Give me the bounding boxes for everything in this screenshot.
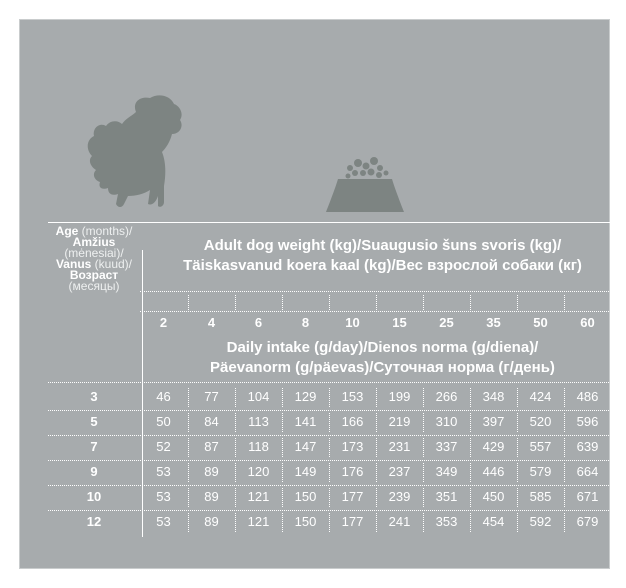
- intake-cell: 53: [156, 489, 171, 504]
- intake-cell: 129: [294, 389, 317, 404]
- intake-cell: 84: [204, 414, 219, 429]
- intake-cell: 348: [482, 389, 505, 404]
- intake-column-divider: [282, 388, 283, 407]
- intake-cell: 454: [482, 514, 505, 529]
- intake-column-divider: [235, 513, 236, 532]
- intake-cell: 237: [388, 464, 411, 479]
- intake-column-divider: [188, 488, 189, 507]
- intake-cell: 52: [156, 439, 171, 454]
- age-cell: 12: [86, 514, 102, 529]
- weight-cell: 4: [207, 315, 216, 330]
- intake-cell: 446: [482, 464, 505, 479]
- intake-column-divider: [376, 438, 377, 457]
- intake-cell: 104: [247, 389, 270, 404]
- row-divider: [48, 410, 615, 411]
- intake-column-divider: [423, 438, 424, 457]
- intake-column-divider: [470, 463, 471, 482]
- weight-cell: 8: [301, 315, 310, 330]
- intake-cell: 486: [576, 389, 599, 404]
- intake-column-divider: [188, 388, 189, 407]
- intake-column-divider: [517, 488, 518, 507]
- age-cell: 7: [90, 439, 98, 454]
- intake-column-divider: [564, 438, 565, 457]
- intake-cell: 351: [435, 489, 458, 504]
- weight-cell: 60: [580, 315, 595, 330]
- intake-column-divider: [517, 463, 518, 482]
- weight-column-divider: [423, 295, 424, 310]
- intake-cell: 87: [204, 439, 219, 454]
- weight-cell: 50: [533, 315, 548, 330]
- intake-column-divider: [282, 438, 283, 457]
- intake-cell: 113: [248, 414, 269, 429]
- age-cell: 3: [90, 389, 98, 404]
- weight-cell: 25: [439, 315, 454, 330]
- feeding-guide-panel: [19, 19, 610, 569]
- weight-column-divider: [517, 295, 518, 310]
- intake-cell: 166: [341, 414, 364, 429]
- intake-cell: 53: [156, 464, 171, 479]
- intake-cell: 310: [435, 414, 458, 429]
- intake-cell: 337: [435, 439, 458, 454]
- intake-header-divider: [48, 382, 615, 383]
- age-cell: 10: [86, 489, 102, 504]
- intake-cell: 89: [204, 464, 219, 479]
- weight-column-divider: [282, 295, 283, 310]
- weight-cell: 35: [486, 315, 501, 330]
- intake-cell: 239: [388, 489, 411, 504]
- weight-column-divider: [376, 295, 377, 310]
- weight-column-divider: [188, 295, 189, 310]
- intake-column-divider: [188, 513, 189, 532]
- table-top-rule: [48, 222, 615, 223]
- intake-cell: 664: [576, 464, 599, 479]
- intake-column-divider: [329, 438, 330, 457]
- intake-column-divider: [423, 463, 424, 482]
- intake-column-divider: [235, 463, 236, 482]
- intake-column-divider: [235, 413, 236, 432]
- intake-cell: 397: [482, 414, 505, 429]
- intake-column-divider: [376, 513, 377, 532]
- intake-column-divider: [376, 388, 377, 407]
- intake-column-divider: [564, 463, 565, 482]
- intake-column-divider: [423, 413, 424, 432]
- intake-cell: 177: [341, 489, 364, 504]
- row-divider: [48, 460, 615, 461]
- intake-cell: 241: [388, 514, 411, 529]
- food-bowl-icon: [320, 146, 410, 216]
- weight-column-divider: [470, 295, 471, 310]
- intake-column-divider: [423, 513, 424, 532]
- intake-column-divider: [329, 388, 330, 407]
- intake-column-divider: [188, 438, 189, 457]
- intake-cell: 121: [247, 489, 270, 504]
- weight-header: Adult dog weight (kg)/Suaugusio šuns svoris (kg)/ Täiskasvanud koera kaal (kg)/Вес взрослой собаки (кг): [183, 237, 582, 274]
- intake-column-divider: [329, 463, 330, 482]
- weight-cell: 10: [345, 315, 360, 330]
- weight-cell: 2: [159, 315, 168, 330]
- intake-cell: 596: [576, 414, 599, 429]
- intake-column-divider: [470, 388, 471, 407]
- intake-column-divider: [423, 388, 424, 407]
- age-column-legend: Age (months)/ Amžius (mėnesiai)/ Vanus (kuud)/ Возраст (месяцы): [55, 224, 133, 293]
- weight-cell: 6: [254, 315, 263, 330]
- intake-column-divider: [376, 463, 377, 482]
- intake-cell: 173: [341, 439, 364, 454]
- age-column-rule: [142, 250, 143, 537]
- row-divider: [48, 485, 615, 486]
- intake-column-divider: [376, 413, 377, 432]
- intake-cell: 141: [294, 414, 317, 429]
- intake-column-divider: [470, 488, 471, 507]
- intake-cell: 557: [529, 439, 552, 454]
- dog-silhouette-icon: [66, 90, 206, 215]
- weight-column-divider: [564, 295, 565, 310]
- intake-cell: 349: [435, 464, 458, 479]
- intake-cell: 177: [341, 514, 364, 529]
- intake-cell: 353: [435, 514, 458, 529]
- intake-cell: 424: [529, 389, 552, 404]
- intake-cell: 219: [388, 414, 411, 429]
- intake-column-divider: [470, 513, 471, 532]
- intake-cell: 176: [341, 464, 364, 479]
- intake-column-divider: [517, 513, 518, 532]
- intake-cell: 150: [294, 514, 317, 529]
- intake-cell: 121: [247, 514, 270, 529]
- intake-column-divider: [282, 463, 283, 482]
- intake-column-divider: [564, 388, 565, 407]
- intake-cell: 231: [388, 439, 411, 454]
- intake-cell: 50: [156, 414, 171, 429]
- intake-column-divider: [376, 488, 377, 507]
- intake-cell: 579: [529, 464, 552, 479]
- age-cell: 5: [90, 414, 98, 429]
- intake-cell: 89: [204, 489, 219, 504]
- weight-header-divider: [140, 291, 615, 292]
- intake-column-divider: [423, 488, 424, 507]
- intake-cell: 118: [248, 439, 269, 454]
- intake-column-divider: [188, 463, 189, 482]
- intake-cell: 89: [204, 514, 219, 529]
- intake-column-divider: [517, 388, 518, 407]
- intake-column-divider: [329, 413, 330, 432]
- age-cell: 9: [90, 464, 98, 479]
- intake-column-divider: [564, 513, 565, 532]
- weight-column-divider: [329, 295, 330, 310]
- intake-cell: 149: [294, 464, 317, 479]
- intake-column-divider: [188, 413, 189, 432]
- weight-cell: 15: [392, 315, 407, 330]
- intake-cell: 679: [576, 514, 599, 529]
- intake-cell: 150: [294, 489, 317, 504]
- row-divider: [48, 435, 615, 436]
- intake-column-divider: [235, 388, 236, 407]
- intake-column-divider: [282, 413, 283, 432]
- intake-column-divider: [329, 513, 330, 532]
- intake-cell: 120: [247, 464, 270, 479]
- intake-column-divider: [235, 488, 236, 507]
- intake-column-divider: [564, 488, 565, 507]
- intake-cell: 450: [482, 489, 505, 504]
- intake-column-divider: [282, 513, 283, 532]
- weight-row-divider: [140, 311, 615, 312]
- intake-cell: 266: [435, 389, 458, 404]
- intake-cell: 153: [341, 389, 364, 404]
- intake-column-divider: [470, 438, 471, 457]
- intake-cell: 639: [576, 439, 599, 454]
- intake-column-divider: [517, 413, 518, 432]
- intake-cell: 147: [294, 439, 317, 454]
- intake-column-divider: [329, 488, 330, 507]
- intake-column-divider: [282, 488, 283, 507]
- intake-cell: 671: [576, 489, 599, 504]
- intake-cell: 520: [529, 414, 552, 429]
- intake-cell: 199: [388, 389, 411, 404]
- intake-column-divider: [517, 438, 518, 457]
- weight-column-divider: [235, 295, 236, 310]
- intake-column-divider: [235, 438, 236, 457]
- intake-cell: 429: [482, 439, 505, 454]
- intake-cell: 53: [156, 514, 171, 529]
- intake-cell: 77: [204, 389, 219, 404]
- row-divider: [48, 510, 615, 511]
- intake-column-divider: [470, 413, 471, 432]
- intake-header: Daily intake (g/day)/Dienos norma (g/diena)/ Päevanorm (g/päevas)/Суточная норма (г/день): [210, 339, 555, 376]
- intake-cell: 585: [529, 489, 552, 504]
- intake-column-divider: [564, 413, 565, 432]
- intake-cell: 592: [529, 514, 552, 529]
- intake-cell: 46: [156, 389, 171, 404]
